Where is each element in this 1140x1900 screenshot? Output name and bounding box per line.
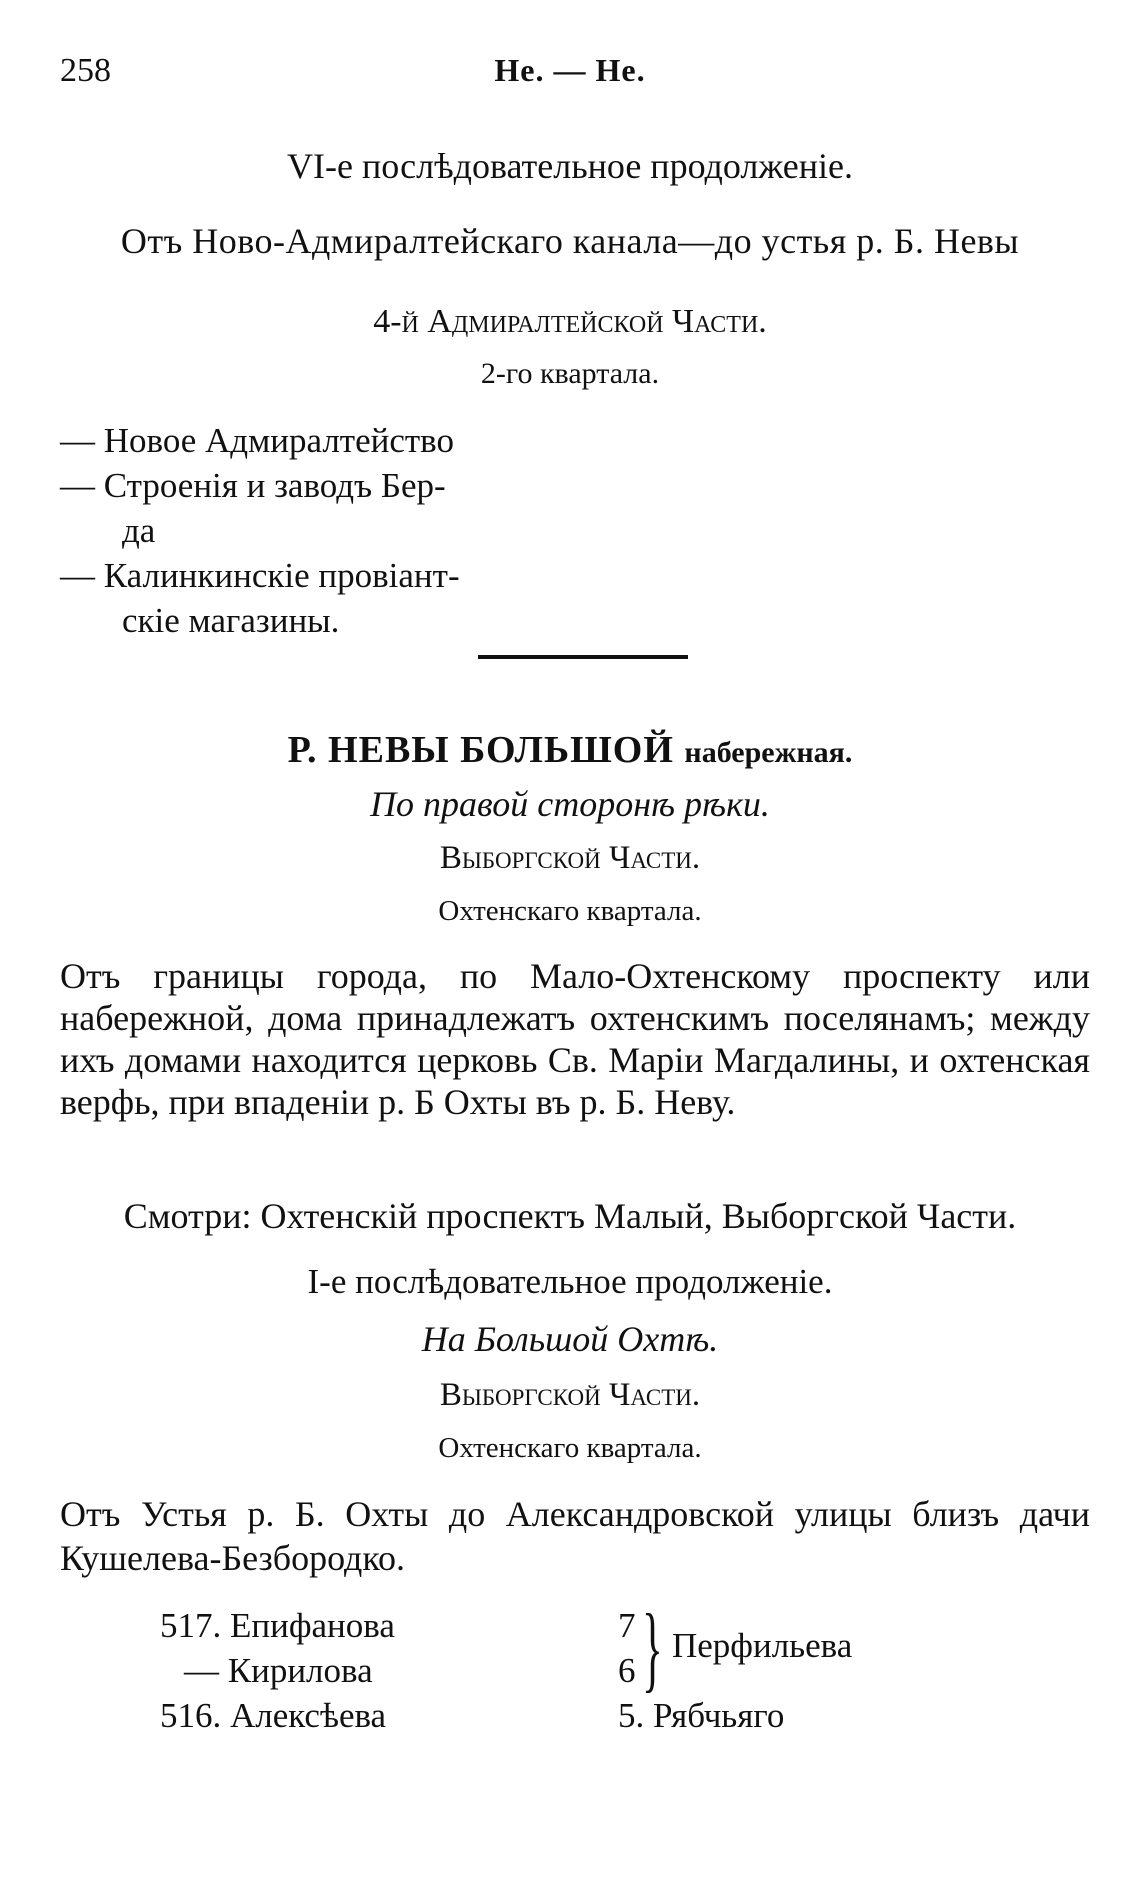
section3-route: Отъ Устья р. Б. Охты до Александровской улицы близъ дачи Кушелева-Безбородко.: [60, 1494, 1090, 1578]
list-item: да: [122, 511, 156, 550]
list-item: 5. Рябчьяго: [618, 1696, 785, 1735]
section1-district: 4-й Адмиралтейской Части.: [373, 303, 767, 340]
section2-district: Выборгской Части.: [439, 840, 701, 876]
section1-quarter: 2-го квартала.: [480, 357, 660, 390]
brace-owner: Перфильева: [672, 1626, 853, 1665]
list-item: 7: [618, 1606, 636, 1645]
house-list-left: [160, 1603, 395, 1738]
list-item: 6: [618, 1651, 636, 1690]
section3-heading: I-е послѣдовательное продолженіе.: [307, 1262, 833, 1301]
list-item: 517. Епифанова: [160, 1606, 395, 1645]
street-title: [0, 728, 1140, 772]
street-title-bold: Р. НЕВЫ БОЛЬШОЙ: [287, 729, 674, 771]
list-item: скіе магазины.: [122, 601, 340, 640]
list-item: 516. Алексѣева: [160, 1696, 387, 1735]
section-divider: [478, 655, 688, 659]
section3-district: Выборгской Части.: [439, 1377, 701, 1413]
section1-heading: VI-е послѣдовательное продолженіе.: [287, 146, 853, 186]
section2-side: По правой сторонѣ рѣки.: [370, 784, 770, 824]
list-item: — Новое Адмиралтейство: [60, 421, 454, 460]
list-item: — Кирилова: [184, 1651, 373, 1690]
list-item: — Строенія и заводъ Бер-: [60, 466, 446, 505]
street-title-tail: набережная.: [684, 736, 853, 769]
section1-entries: [60, 418, 460, 643]
page-number: 258: [60, 52, 111, 89]
section3-quarter: Охтенскаго квартала.: [438, 1432, 702, 1464]
section2-quarter: Охтенскаго квартала.: [438, 895, 702, 927]
brace-glyph: }: [642, 1594, 663, 1701]
section2-paragraph: Отъ границы города, по Мало-Охтенскому проспекту или набережной, дома принадлежатъ охтенскимъ поселянамъ; между ихъ домами находится церковь Св. Маріи Магдалины, и охтенская верфь, при впаденіи р. Б Охты въ р. Б. Неву.: [60, 956, 1090, 1122]
list-item: — Калинкинскіе провіант-: [60, 556, 460, 595]
see-also-note: Смотри: Охтенскій проспектъ Малый, Выборгской Части.: [123, 1196, 1017, 1236]
section3-place: На Большой Охтѣ.: [421, 1319, 719, 1359]
section1-route: Отъ Ново-Адмиралтейскаго канала—до устья р. Б. Невы: [120, 221, 1020, 261]
running-head: Не. — Не.: [494, 52, 646, 88]
